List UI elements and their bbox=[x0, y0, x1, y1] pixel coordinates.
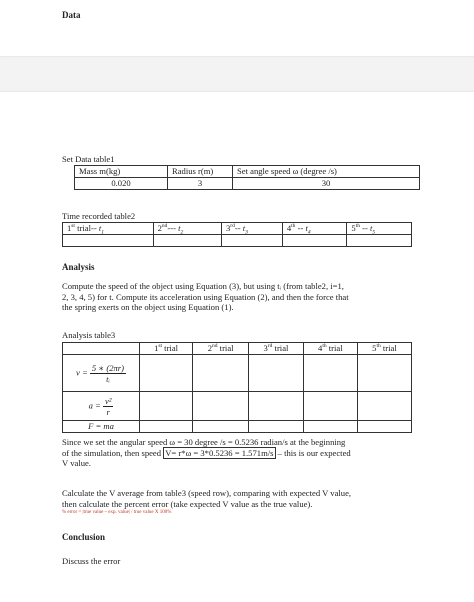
speed-eq-denominator: tᵢ bbox=[106, 373, 110, 384]
radius-header: Radius r(m) bbox=[168, 166, 233, 178]
since-line-2-post: – this is our expected bbox=[275, 447, 351, 458]
calc-paragraph bbox=[62, 488, 422, 509]
since-paragraph bbox=[62, 437, 422, 469]
time-recorded-table bbox=[62, 222, 412, 247]
mass-value: 0.020 bbox=[75, 178, 168, 190]
conclusion-text: Discuss the error bbox=[62, 556, 121, 566]
speed-eq-numerator: 5 ∗ (2πr) bbox=[91, 362, 125, 373]
analysis-line-2: 2, 3, 4, 5) for t. Compute its acceleration using Equation (2), and then the force that bbox=[62, 291, 349, 302]
analysis-line-3: the spring exerts on the object using Equation (1). bbox=[62, 302, 234, 312]
time-trial-4-value bbox=[282, 235, 347, 247]
accel-eq-lhs: a = bbox=[88, 399, 101, 410]
analysis-table bbox=[62, 342, 412, 433]
data-heading: Data bbox=[62, 10, 81, 20]
time-trial-2-value bbox=[153, 235, 221, 247]
accel-eq-denominator: r bbox=[106, 406, 110, 417]
angle-speed-value: 30 bbox=[233, 178, 420, 190]
time-recorded-caption: Time recorded table2 bbox=[62, 211, 136, 221]
set-data-caption: Set Data table1 bbox=[62, 154, 115, 164]
acceleration-equation-cell bbox=[63, 392, 140, 421]
angle-speed-header: Set angle speed ω (degree /s) bbox=[233, 166, 420, 178]
calc-line-1: Calculate the V average from table3 (speed row), comparing with expected V value, bbox=[62, 488, 352, 498]
calc-line-2: then calculate the percent error (take expected V value as the true value). bbox=[62, 498, 313, 509]
analysis-trial-1-header: 1st trial bbox=[140, 343, 193, 355]
radius-value: 3 bbox=[168, 178, 233, 190]
force-equation-cell: F = ma bbox=[63, 421, 140, 433]
analysis-corner-cell bbox=[63, 343, 140, 355]
time-trial-3-value bbox=[221, 235, 282, 247]
analysis-trial-3-header: 3rd trial bbox=[249, 343, 304, 355]
mass-header: Mass m(kg) bbox=[75, 166, 168, 178]
accel-eq-numerator: v² bbox=[105, 395, 112, 406]
time-trial-5-value bbox=[347, 235, 412, 247]
since-line-2-pre: of the simulation, then speed bbox=[62, 447, 164, 458]
analysis-trial-2-header: 2nd trial bbox=[193, 343, 249, 355]
time-trial-5-header: $5th -- t_5$ bbox=[347, 223, 412, 235]
since-line-1: Since we set the angular speed ω = 30 degree /s = 0.5236 radian/s at the beginning bbox=[62, 437, 346, 447]
since-line-2 bbox=[62, 448, 422, 459]
percent-error-formula: % error = |true value – exp. value| / true value X 100% bbox=[62, 510, 172, 515]
analysis-table-caption: Analysis table3 bbox=[62, 330, 116, 340]
time-trial-2-header: 2nd--- $t_2$ bbox=[153, 223, 221, 235]
expected-speed-box: V= r*ω = 3*0.5236 = 1.571m/s bbox=[165, 447, 274, 458]
analysis-heading: Analysis bbox=[62, 262, 95, 272]
analysis-trial-5-header: 5th trial bbox=[357, 343, 411, 355]
time-trial-1-header: 1st trial-- $t_1$ bbox=[63, 223, 154, 235]
time-trial-1-value bbox=[63, 235, 154, 247]
analysis-trial-4-header: 4th trial bbox=[303, 343, 357, 355]
set-data-table bbox=[74, 165, 420, 190]
page-2 bbox=[0, 92, 474, 602]
analysis-line-1: Compute the speed of the object using Equation (3), but using tᵢ (from table2, i=1, bbox=[62, 281, 344, 291]
time-trial-3-header: 3rd-- $t_3$ bbox=[221, 223, 282, 235]
speed-eq-lhs: v = bbox=[75, 366, 88, 377]
time-trial-4-header: $4th -- t_4$ bbox=[282, 223, 347, 235]
speed-equation-cell bbox=[63, 355, 140, 392]
page-1 bbox=[0, 0, 474, 56]
analysis-paragraph bbox=[62, 281, 422, 313]
since-line-3: V value. bbox=[62, 458, 91, 468]
conclusion-heading: Conclusion bbox=[62, 532, 106, 542]
